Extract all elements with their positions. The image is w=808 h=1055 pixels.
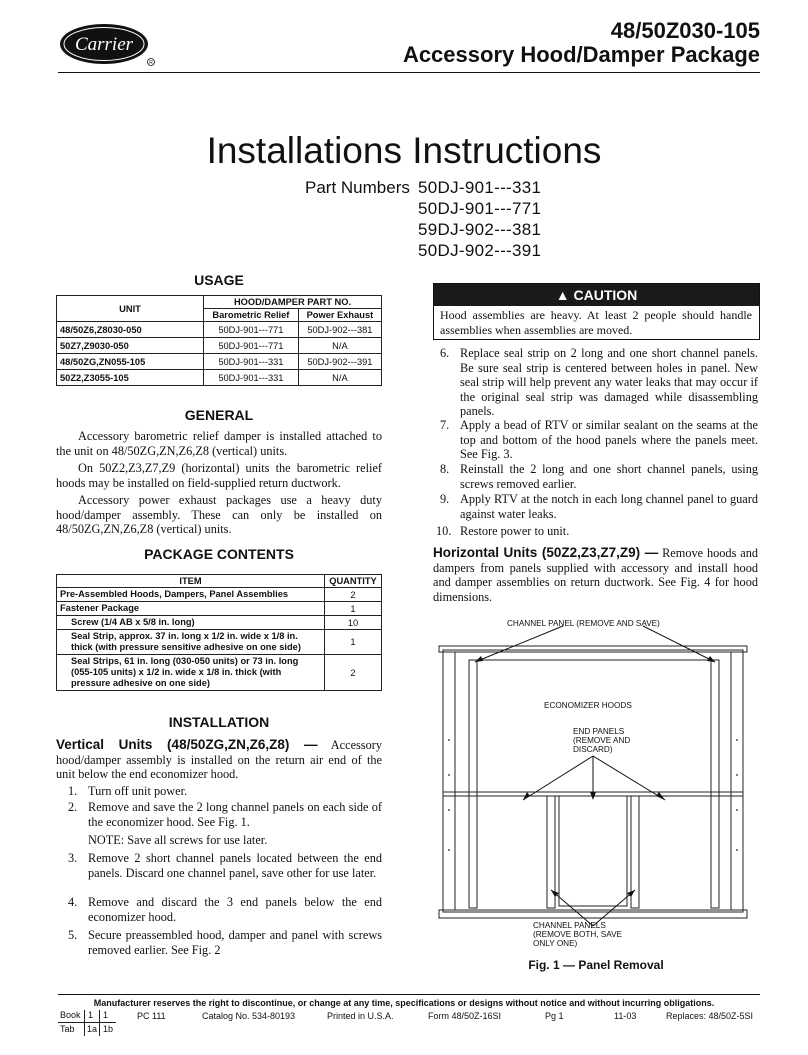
step-item [68, 784, 382, 799]
svg-text:R: R [149, 60, 153, 67]
carrier-logo [58, 20, 158, 68]
base-rail [439, 910, 747, 918]
figure-label-hoods: ECONOMIZER HOODS [544, 701, 632, 710]
table-row [57, 616, 382, 630]
table-row [57, 354, 382, 370]
step-number: 1. [68, 784, 78, 798]
usage-group-header: HOOD/DAMPER PART NO. [204, 296, 382, 309]
part-number: 59DJ-902---381 [418, 220, 542, 239]
footer-rule [58, 994, 760, 995]
caution-banner [434, 284, 759, 306]
step-text: Reinstall the 2 long and one short channel panels, using screws removed earlier. [460, 462, 758, 491]
table-row [57, 602, 382, 616]
table-cell: 50Z2,Z3055-105 [57, 370, 204, 386]
vertical-units-heading: Vertical Units (48/50ZG,ZN,Z6,Z8) — [56, 737, 318, 752]
table-cell: 1 [325, 602, 382, 616]
package-qty-header: QUANTITY [325, 575, 382, 588]
footer-replaces: Replaces: 48/50Z-5SI [666, 1011, 754, 1021]
step-number: 8. [440, 462, 450, 476]
footer-form: Form 48/50Z-16SI [428, 1011, 502, 1021]
part-number: 50DJ-901---331 [418, 178, 542, 197]
caution-box [433, 283, 760, 340]
table-cell: 10 [325, 616, 382, 630]
part-number: 50DJ-902---391 [418, 241, 542, 260]
figure-label-end-panels: DISCARD) [573, 745, 613, 754]
table-cell: 50DJ-901---331 [204, 354, 299, 370]
package-contents-heading: PACKAGE CONTENTS [144, 546, 294, 562]
step-item [68, 851, 382, 880]
caution-label: CAUTION [573, 287, 638, 303]
vertical-units-intro [56, 738, 382, 782]
horizontal-units-text: Remove hoods and dampers from panels supplied with accessory and install hood and damper assemblies on return ductwork. See Fig. 4 for hood dimensions. [433, 546, 758, 604]
footer-printed: Printed in U.S.A. [327, 1011, 394, 1021]
table-cell: 50Z7,Z9030-050 [57, 338, 204, 354]
table-cell: 50DJ-901---331 [204, 370, 299, 386]
figure-label-end-panels: END PANELS [573, 727, 625, 736]
step-text: Turn off unit power. [88, 784, 188, 798]
package-item-header: ITEM [57, 575, 325, 588]
figure-label-end-panels: (REMOVE AND [573, 736, 631, 745]
table-row [57, 655, 382, 691]
step-text: Remove and save the 2 long channel panels on each side of the economizer hood. See Fig. 1. [88, 800, 382, 829]
book-value: 1 [88, 1010, 94, 1020]
general-paragraph: Accessory power exhaust packages use a heavy duty hood/damper assembly. These can only be installed on 48/50ZG,ZN,Z6,Z8 (vertical) units. [56, 493, 382, 537]
step-item [440, 418, 758, 462]
usage-table [56, 295, 382, 386]
table-cell: N/A [298, 338, 381, 354]
book-value: 1 [103, 1010, 109, 1020]
table-row [57, 322, 382, 338]
panel-removal-figure [433, 610, 759, 950]
step-number: 3. [68, 851, 78, 865]
footer-pc: PC 111 [137, 1011, 166, 1021]
table-row [57, 588, 382, 602]
step-item [68, 928, 382, 957]
table-cell: 48/50Z6,Z8030-050 [57, 322, 204, 338]
table-cell: 2 [325, 655, 382, 691]
step-text: Apply RTV at the notch in each long channel panel to guard against water leaks. [460, 492, 758, 521]
step-number: 4. [68, 895, 78, 909]
model-number: 48/50Z030-105 [610, 18, 760, 43]
document-subtitle: Accessory Hood/Damper Package [402, 42, 760, 67]
table-cell: Screw (1/4 AB x 5/8 in. long) [57, 616, 325, 630]
table-cell: Seal Strips, 61 in. long (030-050 units) or 73 in. long (055-105 units) x 1/2 in. wide x 1/8 in. thick (with pressure adhesive on one side) [57, 655, 325, 691]
figure-label-channel-bottom: CHANNEL PANELS [533, 921, 606, 930]
usage-heading: USAGE [194, 272, 244, 288]
table-cell: Pre-Assembled Hoods, Dampers, Panel Assemblies [57, 588, 325, 602]
usage-unit-header: UNIT [57, 296, 204, 322]
figure-label-channel-bottom: ONLY ONE) [533, 939, 578, 948]
long-channel-panel-left [469, 660, 477, 908]
table-cell: 48/50ZG,ZN055-105 [57, 354, 204, 370]
step-number: 5. [68, 928, 78, 942]
top-rail [439, 646, 747, 652]
table-row [57, 370, 382, 386]
step-number: 10. [436, 524, 452, 538]
book-tab-grid [58, 1010, 118, 1040]
step-number: 7. [440, 418, 450, 432]
footer-disclaimer: Manufacturer reserves the right to discontinue, or change at any time, specifications or designs without notice and without incurring obligations. [93, 998, 715, 1008]
brand-text: Carrier [74, 34, 134, 55]
book-label: Book [60, 1010, 81, 1020]
usage-power-header: Power Exhaust [298, 309, 381, 322]
warning-triangle-icon: ▲ [555, 287, 570, 303]
tab-label: Tab [60, 1024, 75, 1034]
figure-caption: Fig. 1 — Panel Removal [528, 958, 664, 972]
step-number: 6. [440, 346, 450, 360]
note-item [68, 833, 382, 848]
step-item [440, 346, 758, 419]
general-paragraph: Accessory barometric relief damper is installed attached to the unit on 48/50ZG,ZN,Z6,Z8 (vertical) units. [56, 429, 382, 458]
step-number: 2. [68, 800, 78, 814]
step-item [68, 895, 382, 924]
figure-label-channel-top: CHANNEL PANEL (REMOVE AND SAVE) [507, 619, 660, 628]
step-text: Restore power to unit. [460, 524, 570, 538]
tab-value: 1a [87, 1024, 98, 1034]
table-cell: Seal Strip, approx. 37 in. long x 1/2 in. wide x 1/8 in. thick (with pressure sensitive adhesive on one side) [57, 630, 325, 655]
table-cell: 50DJ-901---771 [204, 322, 299, 338]
table-row [57, 338, 382, 354]
step-text: Remove and discard the 3 end panels below the end economizer hood. [88, 895, 382, 924]
package-contents-table [56, 574, 382, 691]
step-item [68, 800, 382, 829]
long-channel-panel-right [711, 660, 719, 908]
part-numbers-label: Part Numbers [305, 178, 410, 197]
header-rule [58, 72, 760, 73]
tab-value: 1b [103, 1024, 114, 1034]
general-heading: GENERAL [184, 407, 254, 423]
table-cell: 50DJ-902---381 [298, 322, 381, 338]
vertical-units-text: Accessory hood/damper assembly is installed on the return air end of the unit below the end economizer hood. [56, 738, 382, 782]
step-item [440, 492, 758, 521]
table-cell: 1 [325, 630, 382, 655]
step-text: Replace seal strip on 2 long and one short channel panels. Be sure seal strip is centered between holes in panel. New seal strip will help prevent any water leaks that may occur if the original seal strip was damaged while disassembling panels. [460, 346, 758, 419]
horizontal-units-paragraph [433, 546, 758, 604]
table-cell: 50DJ-901---771 [204, 338, 299, 354]
page-title: Installations Instructions [206, 130, 602, 171]
step-text: Secure preassembled hood, damper and panel with screws removed earlier. See Fig. 2 [88, 928, 382, 957]
installation-heading: INSTALLATION [168, 714, 270, 730]
step-text: NOTE: Save all screws for use later. [88, 833, 268, 847]
step-text: Apply a bead of RTV or similar sealant on the seams at the top and bottom of the hood panels where the panels meet. See Fig. 3. [460, 418, 758, 462]
table-cell: Fastener Package [57, 602, 325, 616]
usage-barometric-header: Barometric Relief [204, 309, 299, 322]
step-text: Remove 2 short channel panels located between the end panels. Discard one channel panel, save other for use later. [88, 851, 382, 880]
table-cell: N/A [298, 370, 381, 386]
economizer-hood-panel [469, 660, 719, 792]
step-number: 9. [440, 492, 450, 506]
table-cell: 2 [325, 588, 382, 602]
figure-label-channel-bottom: (REMOVE BOTH, SAVE [533, 930, 623, 939]
table-cell: 50DJ-902---391 [298, 354, 381, 370]
step-item [436, 524, 758, 539]
caution-text: Hood assemblies are heavy. At least 2 people should handle assemblies when assemblies are moved. [440, 308, 752, 337]
footer-page: Pg 1 [545, 1011, 564, 1021]
part-number: 50DJ-901---771 [418, 199, 542, 218]
footer-date: 11-03 [614, 1011, 637, 1021]
step-item [440, 462, 758, 491]
general-paragraph: On 50Z2,Z3,Z7,Z9 (horizontal) units the barometric relief hoods may be installed on field-supplied return ductwork. [56, 461, 382, 490]
horizontal-units-heading: Horizontal Units (50Z2,Z3,Z7,Z9) — [433, 545, 659, 560]
table-row [57, 630, 382, 655]
footer-catalog: Catalog No. 534-80193 [202, 1011, 296, 1021]
